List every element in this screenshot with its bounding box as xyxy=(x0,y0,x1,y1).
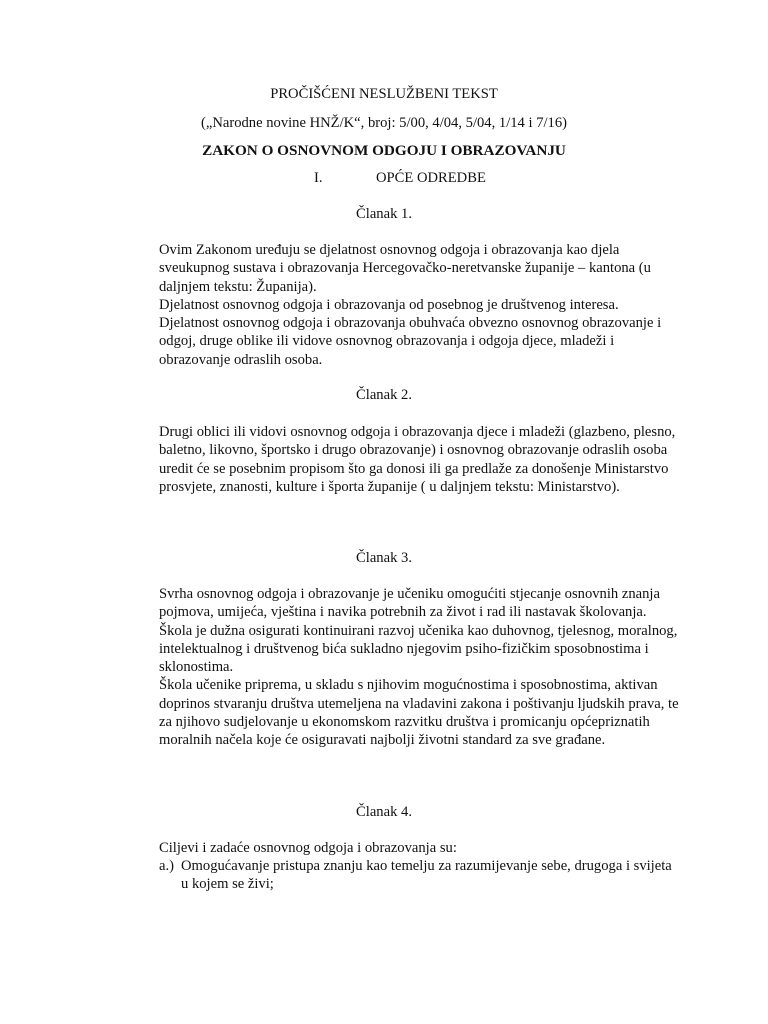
list-marker: a.) xyxy=(159,858,174,874)
article-paragraph: Škola je dužna osigurati kontinuirani razvoj učenika kao duhovnog, tjelesnog, moralnog, intelektualnog i društvenog bića sukladno njegovim psiho-fizičkim sposobnostima i sklonostima. xyxy=(159,622,678,676)
law-title: ZAKON O OSNOVNOM ODGOJU I OBRAZOVANJU xyxy=(202,142,566,159)
article-paragraph: Djelatnost osnovnog odgoja i obrazovanja od posebnog je društvenog interesa. xyxy=(159,296,619,313)
list-item-text: Omogućavanje pristupa znanju kao temelju za razumijevanje sebe, drugoga i svijeta u kojem se živi; xyxy=(181,858,672,893)
article-heading: Članak 2. xyxy=(356,387,412,403)
article-paragraph: Djelatnost osnovnog odgoja i obrazovanja obuhvaća obvezno osnovnog obrazovanje i odgoj, druge oblike ili vidove osnovnog obrazovanja i odgoja djece, mladeži i obrazovanje odraslih osoba. xyxy=(159,315,662,368)
article-paragraph: Ovim Zakonom uređuju se djelatnost osnovnog odgoja i obrazovanja kao djela sveukupnog sustava i obrazovanja Hercegovačko-neretvanske županije – kantona (u daljnjem tekstu: Županija). xyxy=(159,242,651,295)
article-heading: Članak 3. xyxy=(356,550,412,566)
article-body xyxy=(159,585,679,750)
article-body xyxy=(159,423,679,496)
article-heading: Članak 1. xyxy=(356,206,412,222)
section-number: I. xyxy=(314,170,323,186)
article-paragraph: Svrha osnovnog odgoja i obrazovanje je učeniku omogućiti stjecanje osnovnih znanja pojmova, umijeća, vještina i navika potrebnih za život i rad ili nastavak školovanja. xyxy=(159,586,660,621)
gazette-reference: („Narodne novine HNŽ/K“, broj: 5/00, 4/04, 5/04, 1/14 i 7/16) xyxy=(201,115,567,131)
section-title: OPĆE ODREDBE xyxy=(376,170,486,186)
article-body xyxy=(159,839,679,857)
list-item xyxy=(159,857,679,894)
article-paragraph: Ciljevi i zadaće osnovnog odgoja i obrazovanja su: xyxy=(159,840,457,856)
article-paragraph: Škola učenike priprema, u skladu s njihovim mogućnostima i sposobnostima, aktivan doprinos stvaranju društva utemeljena na vladavini zakona i poštivanju ljudskih prava, te za njihovo sudjelovanje u ekonomskom razvitku društva i promicanju općepriznatih moralnih načela koje će osiguravati najbolji životni standard za sve građane. xyxy=(159,677,679,749)
article-heading: Članak 4. xyxy=(356,804,412,820)
article-paragraph: Drugi oblici ili vidovi osnovnog odgoja i obrazovanja djece i mladeži (glazbeno, plesno, baletno, likovno, športsko i drugo obrazovanje) i osnovnog obrazovanje odraslih osoba uredit će se posebnim propisom što ga donosi ili ga predlaže za donošenje Ministarstvo prosvjete, znanosti, kulture i športa županije ( u daljnjem tekstu: Ministarstvo). xyxy=(159,424,676,495)
article-body xyxy=(159,241,679,369)
document-title: PROČIŠĆENI NESLUŽBENI TEKST xyxy=(270,86,498,102)
